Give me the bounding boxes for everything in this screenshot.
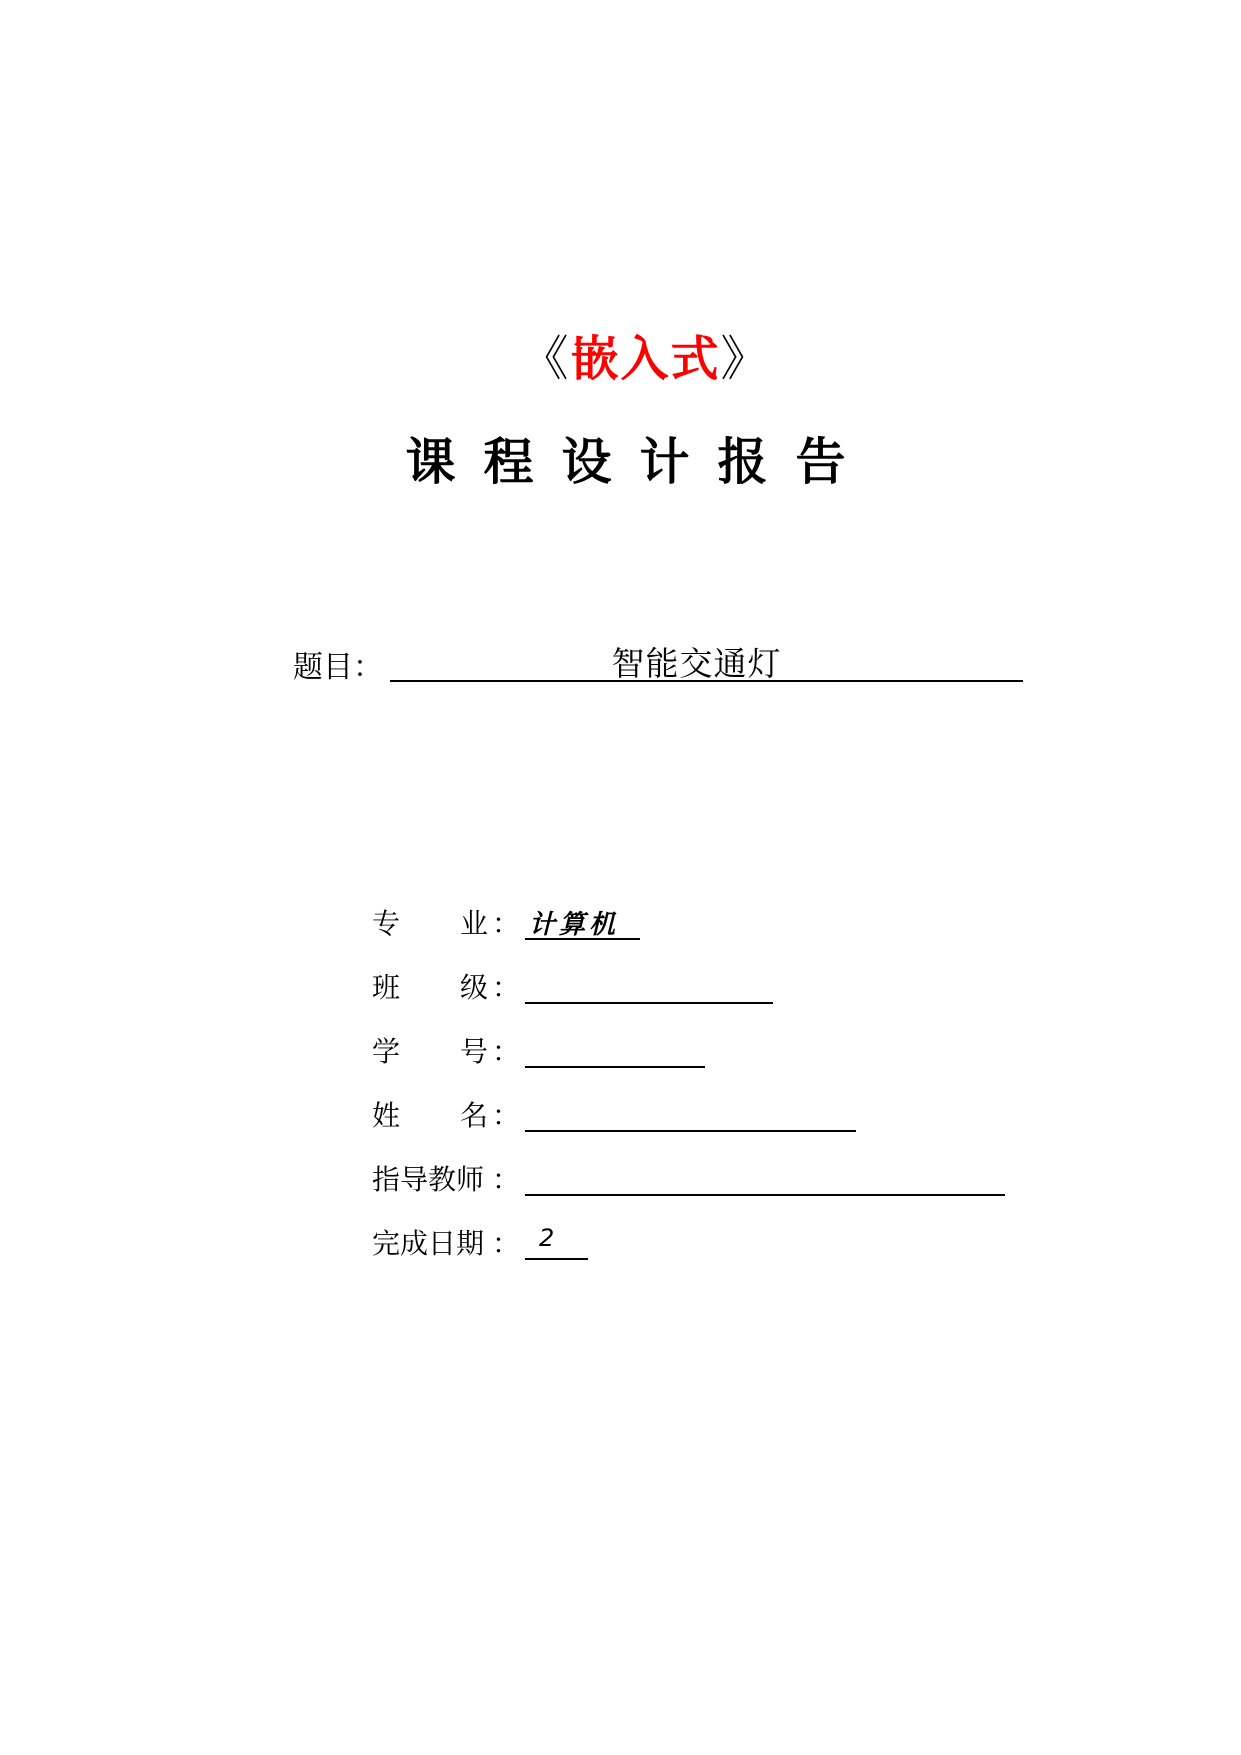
advisor-colon: ：	[492, 1163, 521, 1196]
topic-value: 智能交通灯	[611, 644, 782, 683]
report-subtitle: 课程设计报告	[405, 433, 874, 491]
topic-row	[293, 642, 1023, 684]
course-name: 嵌入式	[570, 331, 721, 387]
title-close-bracket: 》	[720, 331, 771, 387]
topic-label: 题目：	[293, 650, 383, 685]
major-colon: ：	[492, 907, 521, 940]
major-field[interactable]	[525, 904, 640, 940]
student-id-label: 学 号	[372, 1035, 489, 1068]
course-title	[0, 320, 1241, 389]
title-open-bracket: 《	[520, 331, 571, 387]
name-label: 姓 名	[372, 1099, 489, 1132]
completion-date-label: 完成日期	[372, 1227, 485, 1260]
advisor-label: 指导教师	[372, 1163, 485, 1196]
class-colon: ：	[492, 971, 521, 1004]
student-id-colon: ：	[492, 1035, 521, 1068]
student-id-field[interactable]	[525, 1032, 705, 1068]
completion-date-field[interactable]	[525, 1224, 588, 1260]
topic-field[interactable]	[390, 638, 1023, 682]
advisor-field[interactable]	[525, 1160, 1005, 1196]
completion-date-colon: ：	[492, 1227, 521, 1260]
major-value: 计算机	[529, 910, 620, 940]
class-field[interactable]	[525, 968, 773, 1004]
major-label: 专 业	[372, 907, 489, 940]
class-label: 班 级	[372, 971, 489, 1004]
name-field[interactable]	[525, 1096, 856, 1132]
name-colon: ：	[492, 1099, 521, 1132]
completion-date-value: 2	[539, 1224, 559, 1252]
